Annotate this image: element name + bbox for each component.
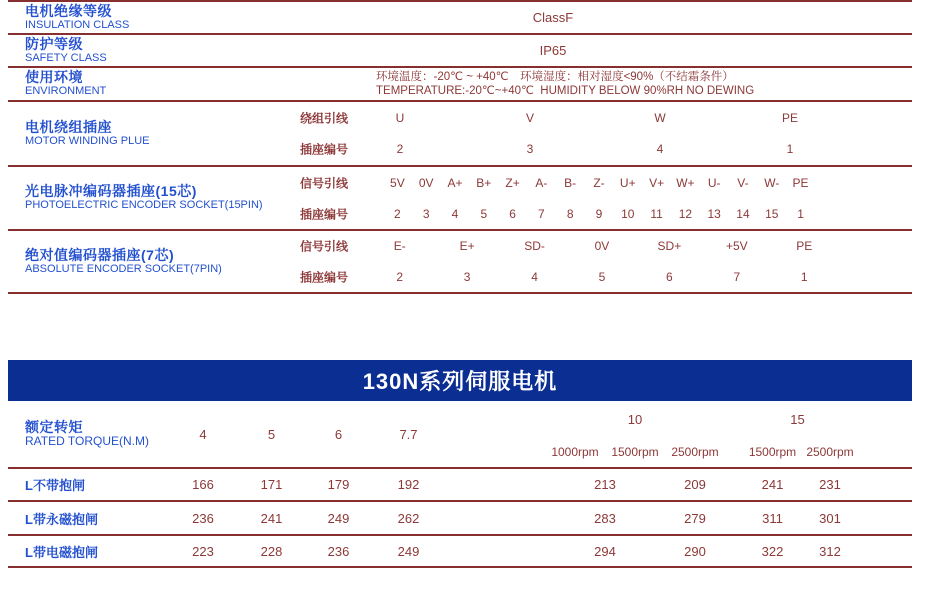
lead-cell: E+ [459,239,475,254]
pin-cell: 5 [480,206,488,221]
pin-cell: 13 [707,206,721,221]
spec-row-environment [8,66,912,100]
torque-value: 249 [397,543,420,559]
pin-cell: 1 [786,142,794,157]
encoder15-pins-row [8,198,912,229]
torque-row-no-brake [8,467,912,500]
pin-cell: 2 [396,269,404,284]
torque-value: 312 [819,543,841,559]
pin-cell: 6 [509,206,516,221]
torque-value: 228 [260,543,283,559]
lead-cell: 0V [418,175,434,190]
torque-value: 166 [192,477,214,492]
lead-cell: V- [737,175,749,190]
rated-torque-label [8,401,168,467]
lead-cell: Z- [593,175,605,190]
lead-cell: PE [792,175,809,190]
encoder15-pin-cells [383,207,815,221]
lead-row-label: 绕组引线 [300,111,349,126]
row-label-zh: 绝对值编码器插座(7芯) [25,246,175,263]
rated-torque-header [8,401,912,467]
pin-cell: 8 [566,206,574,221]
winding-pins-row [8,134,912,166]
lead-cell: +5V [725,239,748,254]
pin-cell: 4 [451,206,459,221]
torque-value: 290 [684,543,706,559]
encoder7-lead-cells [366,239,838,253]
row-label-en: PHOTOELECTRIC ENCODER SOCKET(15PIN) [25,199,263,211]
rpm-col-15-1500: 1500rpm [748,445,797,459]
spec-sheet [8,0,912,568]
torque-value: 241 [260,510,283,526]
pin-cell: 4 [656,142,664,157]
pin-cell: 3 [463,269,471,284]
torque-value: 231 [819,477,841,492]
encoder7-pin-cells [366,270,838,284]
series-banner-title: 130N系列伺服电机 [362,369,558,394]
row-label-zh: 额定转矩 [25,419,83,435]
lead-cell: SD- [524,239,545,254]
torque-value: 283 [594,510,616,526]
pin-cell: 10 [621,206,635,221]
torque-col-5: 5 [267,426,276,442]
lead-cell: U+ [619,175,636,190]
pin-row-label: 插座编号 [300,142,349,157]
pin-row-label: 插座编号 [300,207,349,221]
lead-cell: B+ [476,175,492,190]
row-label-en: INSULATION CLASS [25,18,130,31]
winding-pin-cells [335,142,855,156]
spec-row-encoder15-socket [8,165,912,229]
torque-value: 301 [819,510,841,526]
torque-col-4: 4 [199,426,207,442]
lead-cell: Z+ [505,175,520,190]
rpm-col-15-2500: 2500rpm [806,445,854,459]
encoder15-lead-cells [383,176,815,190]
lead-cell: W- [764,175,780,190]
torque-col-7-7: 7.7 [399,426,418,442]
rpm-col-10-2500: 2500rpm [671,445,719,459]
winding-lead-cells [335,111,855,125]
pin-cell: 6 [666,269,673,284]
torque-value: 311 [762,510,783,526]
encoder7-pins-row [8,262,912,293]
torque-value: 262 [397,510,420,526]
safety-class-value: IP65 [539,43,567,58]
lead-cell: A- [535,175,548,190]
row-label-environment [8,68,288,100]
row-label-zh: 光电脉冲编码器插座(15芯) [25,183,197,199]
torque-row-label: L带电磁抱闸 [25,544,98,560]
torque-value: 171 [260,477,283,492]
row-label-en: ENVIRONMENT [25,85,107,97]
torque-value: 279 [684,510,706,526]
winding-leads-row [8,102,912,134]
pin-cell: 12 [678,206,693,221]
row-label-en: ABSOLUTE ENCODER SOCKET(7PIN) [25,262,222,275]
torque-value: 179 [327,477,350,492]
encoder15-leads-row [8,167,912,198]
pin-cell: 3 [526,142,534,157]
row-label-en: MOTOR WINDING PLUE [25,134,150,147]
torque-value: 236 [327,543,350,559]
rpm-col-10-1000: 1000rpm [551,445,599,459]
torque-value: 249 [327,510,350,526]
row-label-en: RATED TORQUE(N.M) [25,434,150,448]
pin-cell: 2 [396,142,404,157]
torque-col-6: 6 [334,426,343,442]
environment-value [288,68,912,100]
environment-value-zh: 环境温度：-20℃ ~ +40℃ 环境湿度：相对湿度<90%（不结霜条件） [376,71,734,83]
spec-row-motor-winding-socket [8,100,912,165]
spec-row-safety-class [8,33,912,66]
row-label-zh: 电机绕组插座 [25,118,112,135]
lead-cell: W+ [676,175,695,190]
torque-value: 223 [192,543,214,559]
row-label-safety [8,35,288,66]
torque-row-permanent-magnet-brake [8,500,912,534]
lead-row-label: 信号引线 [300,176,349,190]
pin-cell: 1 [797,206,804,221]
torque-value: 241 [761,477,784,492]
pin-cell: 14 [736,206,750,221]
pin-cell: 5 [598,269,606,284]
torque-value: 294 [594,543,616,559]
torque-group-10: 10 [627,411,643,427]
pin-row-label: 插座编号 [300,270,349,285]
pin-cell: 9 [595,206,603,221]
row-label-zh: 防护等级 [25,35,83,52]
pin-cell: 11 [650,206,663,221]
spec-row-encoder7-socket [8,229,912,294]
lead-cell: 0V [594,239,610,254]
pin-cell: 3 [422,206,430,221]
pin-cell: 2 [394,206,401,221]
pin-cell: 15 [765,206,779,221]
torque-row-electromagnetic-brake [8,534,912,568]
torque-value: 192 [397,477,420,492]
row-label-zh: 使用环境 [25,69,83,85]
pin-cell: 7 [733,269,741,284]
pin-cell: 7 [538,206,545,221]
encoder7-leads-row [8,231,912,262]
lead-cell: U- [707,175,721,190]
torque-value: 236 [192,510,214,526]
lead-cell: E- [393,239,406,254]
lead-cell: 5V [390,175,405,190]
lead-cell: V [525,110,534,125]
torque-value: 209 [684,477,706,492]
row-label-insulation [8,2,288,33]
lead-cell: PE [796,239,813,254]
environment-value-en: TEMPERATURE:-20℃~+40℃ HUMIDITY BELOW 90%RH NO DEWING [376,85,755,97]
lead-cell: W [654,110,666,125]
insulation-class-value: ClassF [532,10,574,25]
series-banner [8,360,912,401]
pin-cell: 4 [531,269,538,284]
row-label-zh: 电机绝缘等级 [25,2,112,19]
rpm-col-10-1500: 1500rpm [611,445,659,459]
pin-cell: 1 [800,269,808,284]
torque-group-15: 15 [790,411,805,427]
lead-cell: U [395,110,405,125]
lead-row-label: 信号引线 [300,239,349,254]
torque-row-label: L带永磁抱闸 [25,511,98,527]
row-label-en: SAFETY CLASS [25,51,107,64]
lead-cell: B- [564,175,577,190]
lead-cell: PE [781,110,798,125]
lead-cell: A+ [447,175,463,190]
torque-value: 322 [761,543,784,559]
lead-cell: V+ [649,175,665,190]
spec-row-insulation-class [8,0,912,33]
torque-row-label: L不带抱闸 [25,478,85,493]
torque-value: 213 [594,477,616,492]
lead-cell: SD+ [657,239,682,254]
